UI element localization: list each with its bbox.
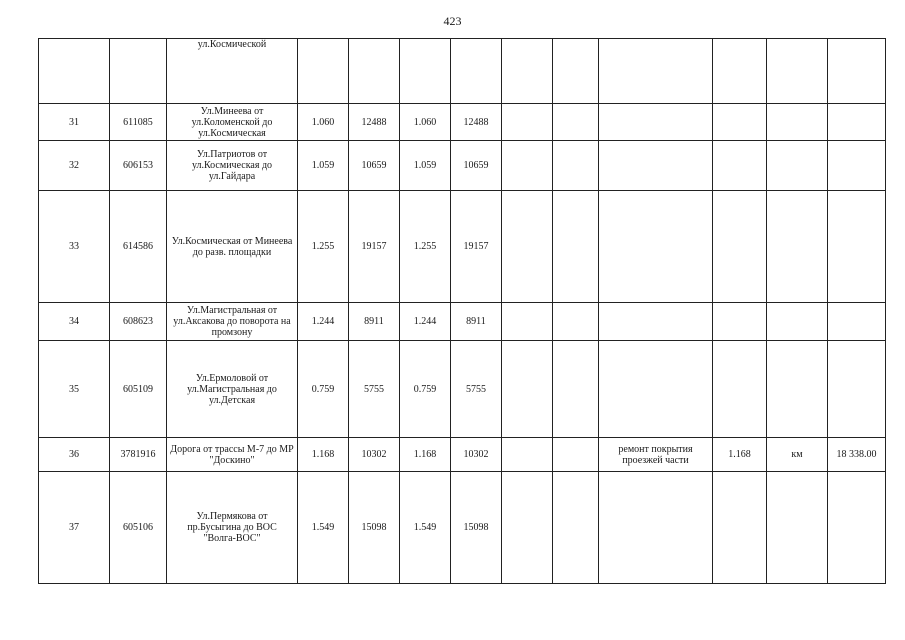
length-cell: 1.168 <box>400 438 451 472</box>
roads-table <box>38 38 886 584</box>
area-cell: 5755 <box>451 341 502 438</box>
length-cell: 0.759 <box>298 341 349 438</box>
road-name-cell: Ул.Магистральная от ул.Аксакова до поворота на промзону <box>167 303 298 341</box>
area-cell <box>451 39 502 104</box>
length-cell: 1.244 <box>400 303 451 341</box>
empty-cell <box>502 104 553 141</box>
length-cell: 1.060 <box>298 104 349 141</box>
length-cell: 1.168 <box>298 438 349 472</box>
empty-cell <box>553 438 599 472</box>
table-row <box>39 191 886 303</box>
work-quantity-cell <box>713 39 767 104</box>
work-type-cell <box>599 303 713 341</box>
area-cell: 12488 <box>451 104 502 141</box>
row-number-cell: 34 <box>39 303 110 341</box>
length-cell: 0.759 <box>400 341 451 438</box>
empty-cell <box>502 141 553 191</box>
empty-cell <box>553 341 599 438</box>
length-cell: 1.255 <box>298 191 349 303</box>
length-cell: 1.549 <box>400 472 451 584</box>
cost-cell <box>828 39 886 104</box>
empty-cell <box>553 39 599 104</box>
cost-cell <box>828 341 886 438</box>
length-cell: 1.060 <box>400 104 451 141</box>
length-cell <box>400 39 451 104</box>
cost-cell <box>828 303 886 341</box>
work-type-cell <box>599 39 713 104</box>
cost-cell <box>828 472 886 584</box>
road-name-cell: Ул.Ермоловой от ул.Магистральная до ул.Детская <box>167 341 298 438</box>
work-type-cell <box>599 472 713 584</box>
empty-cell <box>502 191 553 303</box>
work-quantity-cell <box>713 472 767 584</box>
unit-cell: км <box>767 438 828 472</box>
road-code-cell: 605109 <box>110 341 167 438</box>
road-code-cell: 606153 <box>110 141 167 191</box>
road-name-cell: Ул.Патриотов от ул.Космическая до ул.Гайдара <box>167 141 298 191</box>
unit-cell <box>767 141 828 191</box>
table-row <box>39 472 886 584</box>
cost-cell <box>828 104 886 141</box>
cost-cell: 18 338.00 <box>828 438 886 472</box>
area-cell: 12488 <box>349 104 400 141</box>
road-code-cell <box>110 39 167 104</box>
cost-cell <box>828 141 886 191</box>
row-number-cell: 32 <box>39 141 110 191</box>
unit-cell <box>767 341 828 438</box>
area-cell <box>349 39 400 104</box>
length-cell: 1.244 <box>298 303 349 341</box>
empty-cell <box>502 303 553 341</box>
work-type-cell <box>599 141 713 191</box>
unit-cell <box>767 39 828 104</box>
area-cell: 19157 <box>349 191 400 303</box>
empty-cell <box>553 191 599 303</box>
road-name-cell: ул.Космической <box>167 39 298 104</box>
page-number: 423 <box>443 14 462 28</box>
empty-cell <box>502 438 553 472</box>
unit-cell <box>767 303 828 341</box>
road-name-cell: Ул.Минеева от ул.Коломенской до ул.Космическая <box>167 104 298 141</box>
length-cell: 1.549 <box>298 472 349 584</box>
work-quantity-cell <box>713 104 767 141</box>
empty-cell <box>502 472 553 584</box>
row-number-cell: 36 <box>39 438 110 472</box>
unit-cell <box>767 104 828 141</box>
area-cell: 10302 <box>349 438 400 472</box>
row-number-cell: 31 <box>39 104 110 141</box>
unit-cell <box>767 191 828 303</box>
empty-cell <box>553 104 599 141</box>
row-number-cell: 37 <box>39 472 110 584</box>
empty-cell <box>502 341 553 438</box>
length-cell: 1.255 <box>400 191 451 303</box>
length-cell: 1.059 <box>400 141 451 191</box>
work-quantity-cell <box>713 341 767 438</box>
area-cell: 8911 <box>349 303 400 341</box>
table-row <box>39 438 886 472</box>
road-code-cell: 605106 <box>110 472 167 584</box>
road-code-cell: 611085 <box>110 104 167 141</box>
table-row <box>39 39 886 104</box>
row-number-cell: 33 <box>39 191 110 303</box>
table-row <box>39 104 886 141</box>
row-number-cell: 35 <box>39 341 110 438</box>
work-type-cell <box>599 104 713 141</box>
work-quantity-cell <box>713 191 767 303</box>
work-type-cell <box>599 191 713 303</box>
area-cell: 10659 <box>451 141 502 191</box>
table-row <box>39 141 886 191</box>
road-name-cell: Ул.Пермякова от пр.Бусыгина до ВОС "Волга-ВОС" <box>167 472 298 584</box>
empty-cell <box>502 39 553 104</box>
road-code-cell: 3781916 <box>110 438 167 472</box>
table-row <box>39 341 886 438</box>
work-quantity-cell <box>713 303 767 341</box>
length-cell: 1.059 <box>298 141 349 191</box>
area-cell: 5755 <box>349 341 400 438</box>
work-type-cell: ремонт покрытия проезжей части <box>599 438 713 472</box>
work-quantity-cell <box>713 141 767 191</box>
area-cell: 15098 <box>451 472 502 584</box>
table-row <box>39 303 886 341</box>
area-cell: 10659 <box>349 141 400 191</box>
road-code-cell: 608623 <box>110 303 167 341</box>
work-type-cell <box>599 341 713 438</box>
empty-cell <box>553 141 599 191</box>
area-cell: 15098 <box>349 472 400 584</box>
work-quantity-cell: 1.168 <box>713 438 767 472</box>
empty-cell <box>553 472 599 584</box>
unit-cell <box>767 472 828 584</box>
area-cell: 8911 <box>451 303 502 341</box>
cost-cell <box>828 191 886 303</box>
row-number-cell <box>39 39 110 104</box>
length-cell <box>298 39 349 104</box>
road-name-cell: Дорога от трассы М-7 до МР "Доскино" <box>167 438 298 472</box>
road-name-cell: Ул.Космическая от Минеева до разв. площадки <box>167 191 298 303</box>
area-cell: 10302 <box>451 438 502 472</box>
area-cell: 19157 <box>451 191 502 303</box>
road-code-cell: 614586 <box>110 191 167 303</box>
empty-cell <box>553 303 599 341</box>
